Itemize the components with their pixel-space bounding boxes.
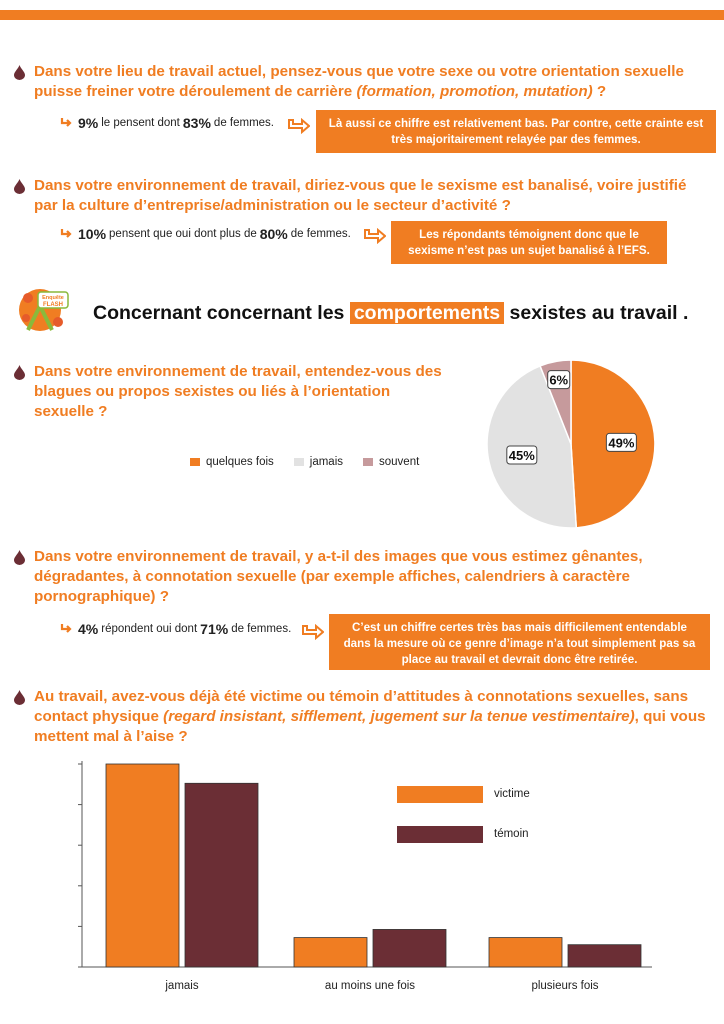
- legend-swatch-victime: [397, 786, 483, 803]
- drop-icon: [14, 690, 25, 705]
- bar-chart: [60, 756, 664, 1000]
- pie-chart: [480, 352, 670, 538]
- legend-label-temoin: témoin: [494, 828, 529, 840]
- bar-témoin-jamais: [185, 783, 258, 967]
- legend-label-victime: victime: [494, 788, 530, 800]
- question-1: Dans votre lieu de travail actuel, pensez-vous que votre sexe ou votre orientation sexuelle puisse freiner votre déroulement de carrière (formation, promotion, mutation) ?: [14, 62, 714, 102]
- legend-swatch-quelques-fois: [190, 458, 200, 466]
- svg-text:49%: 49%: [608, 435, 635, 451]
- answer-4: 4% répondent oui dont 71% de femmes.: [60, 621, 294, 637]
- bar-victime-plusieurs-fois: [489, 938, 562, 967]
- section-title: Concernant concernant les comportements sexistes au travail .: [93, 302, 689, 324]
- legend-swatch-souvent: [363, 458, 373, 466]
- x-tick-label-au-moins-une-fois: au moins une fois: [324, 980, 416, 992]
- drop-icon: [14, 365, 25, 380]
- answer-1: 9% le pensent dont 83% de femmes.: [60, 115, 277, 131]
- bar-témoin-plusieurs-fois: [568, 945, 641, 967]
- svg-text:6%: 6%: [549, 372, 569, 388]
- top-accent-bar: [0, 10, 724, 20]
- legend-label-quelques-fois: quelques fois: [206, 456, 274, 468]
- svg-text:FLASH: FLASH: [43, 302, 63, 308]
- legend-label-souvent: souvent: [379, 456, 420, 468]
- bar-chart-svg: [60, 756, 664, 1000]
- callout-4: C’est un chiffre certes très bas mais difficilement entendable dans la mesure où ce genre d’image n’a tout simplement pas sa place au travail et devrait donc être retirée.: [329, 614, 710, 670]
- question-3: Dans votre environnement de travail, entendez-vous des blagues ou propos sexistes ou liés à l’orientation sexuelle ?: [14, 362, 444, 422]
- right-arrow-icon: [302, 624, 324, 640]
- answer-2: 10% pensent que oui dont plus de 80% de femmes.: [60, 226, 354, 242]
- return-arrow-icon: [60, 623, 72, 635]
- drop-icon: [14, 550, 25, 565]
- x-tick-label-jamais: jamais: [165, 980, 199, 992]
- drop-icon: [14, 65, 25, 80]
- question-4: Dans votre environnement de travail, y a-t-il des images que vous estimez gênantes, dégradantes, à connotation sexuelle (par exemple affiches, calendriers à caractère pornographique) ?: [14, 547, 714, 607]
- svg-text:45%: 45%: [508, 447, 535, 463]
- pie-chart-svg: [480, 352, 670, 538]
- section-heading: [14, 286, 714, 342]
- return-arrow-icon: [60, 228, 72, 240]
- bar-victime-jamais: [106, 764, 179, 967]
- enquete-flash-badge-icon: [14, 286, 74, 338]
- question-2: Dans votre environnement de travail, diriez-vous que le sexisme est banalisé, voire justifié par la culture d’entreprise/administration ou le secteur d’activité ?: [14, 176, 714, 216]
- right-arrow-icon: [288, 118, 310, 134]
- bar-témoin-au-moins-une-fois: [373, 929, 446, 967]
- pie-label-jamais: [507, 446, 537, 464]
- drop-icon: [14, 179, 25, 194]
- x-tick-label-plusieurs-fois: plusieurs fois: [531, 980, 599, 992]
- legend-swatch-jamais: [294, 458, 304, 466]
- callout-1: Là aussi ce chiffre est relativement bas. Par contre, cette crainte est très majoritairement relayée par des femmes.: [316, 110, 716, 153]
- question-5: Au travail, avez-vous déjà été victime ou témoin d’attitudes à connotations sexuelles, sans contact physique (regard insistant, sifflement, jugement sur la tenue vestimentaire), qui vous mettent mal à l’aise ?: [14, 687, 714, 747]
- callout-2: Les répondants témoignent donc que le sexisme n’est pas un sujet banalisé à l’EFS.: [391, 221, 667, 264]
- return-arrow-icon: [60, 117, 72, 129]
- section-title-highlight: comportements: [350, 302, 504, 324]
- right-arrow-icon: [364, 228, 386, 244]
- legend-swatch-temoin: [397, 826, 483, 843]
- legend-label-jamais: jamais: [309, 456, 344, 468]
- pie-label-souvent: [548, 371, 570, 389]
- bar-victime-au-moins-une-fois: [294, 938, 367, 967]
- svg-text:Enquête: Enquête: [42, 295, 64, 301]
- pie-legend: [190, 456, 439, 468]
- pie-label-quelques-fois: [606, 433, 636, 451]
